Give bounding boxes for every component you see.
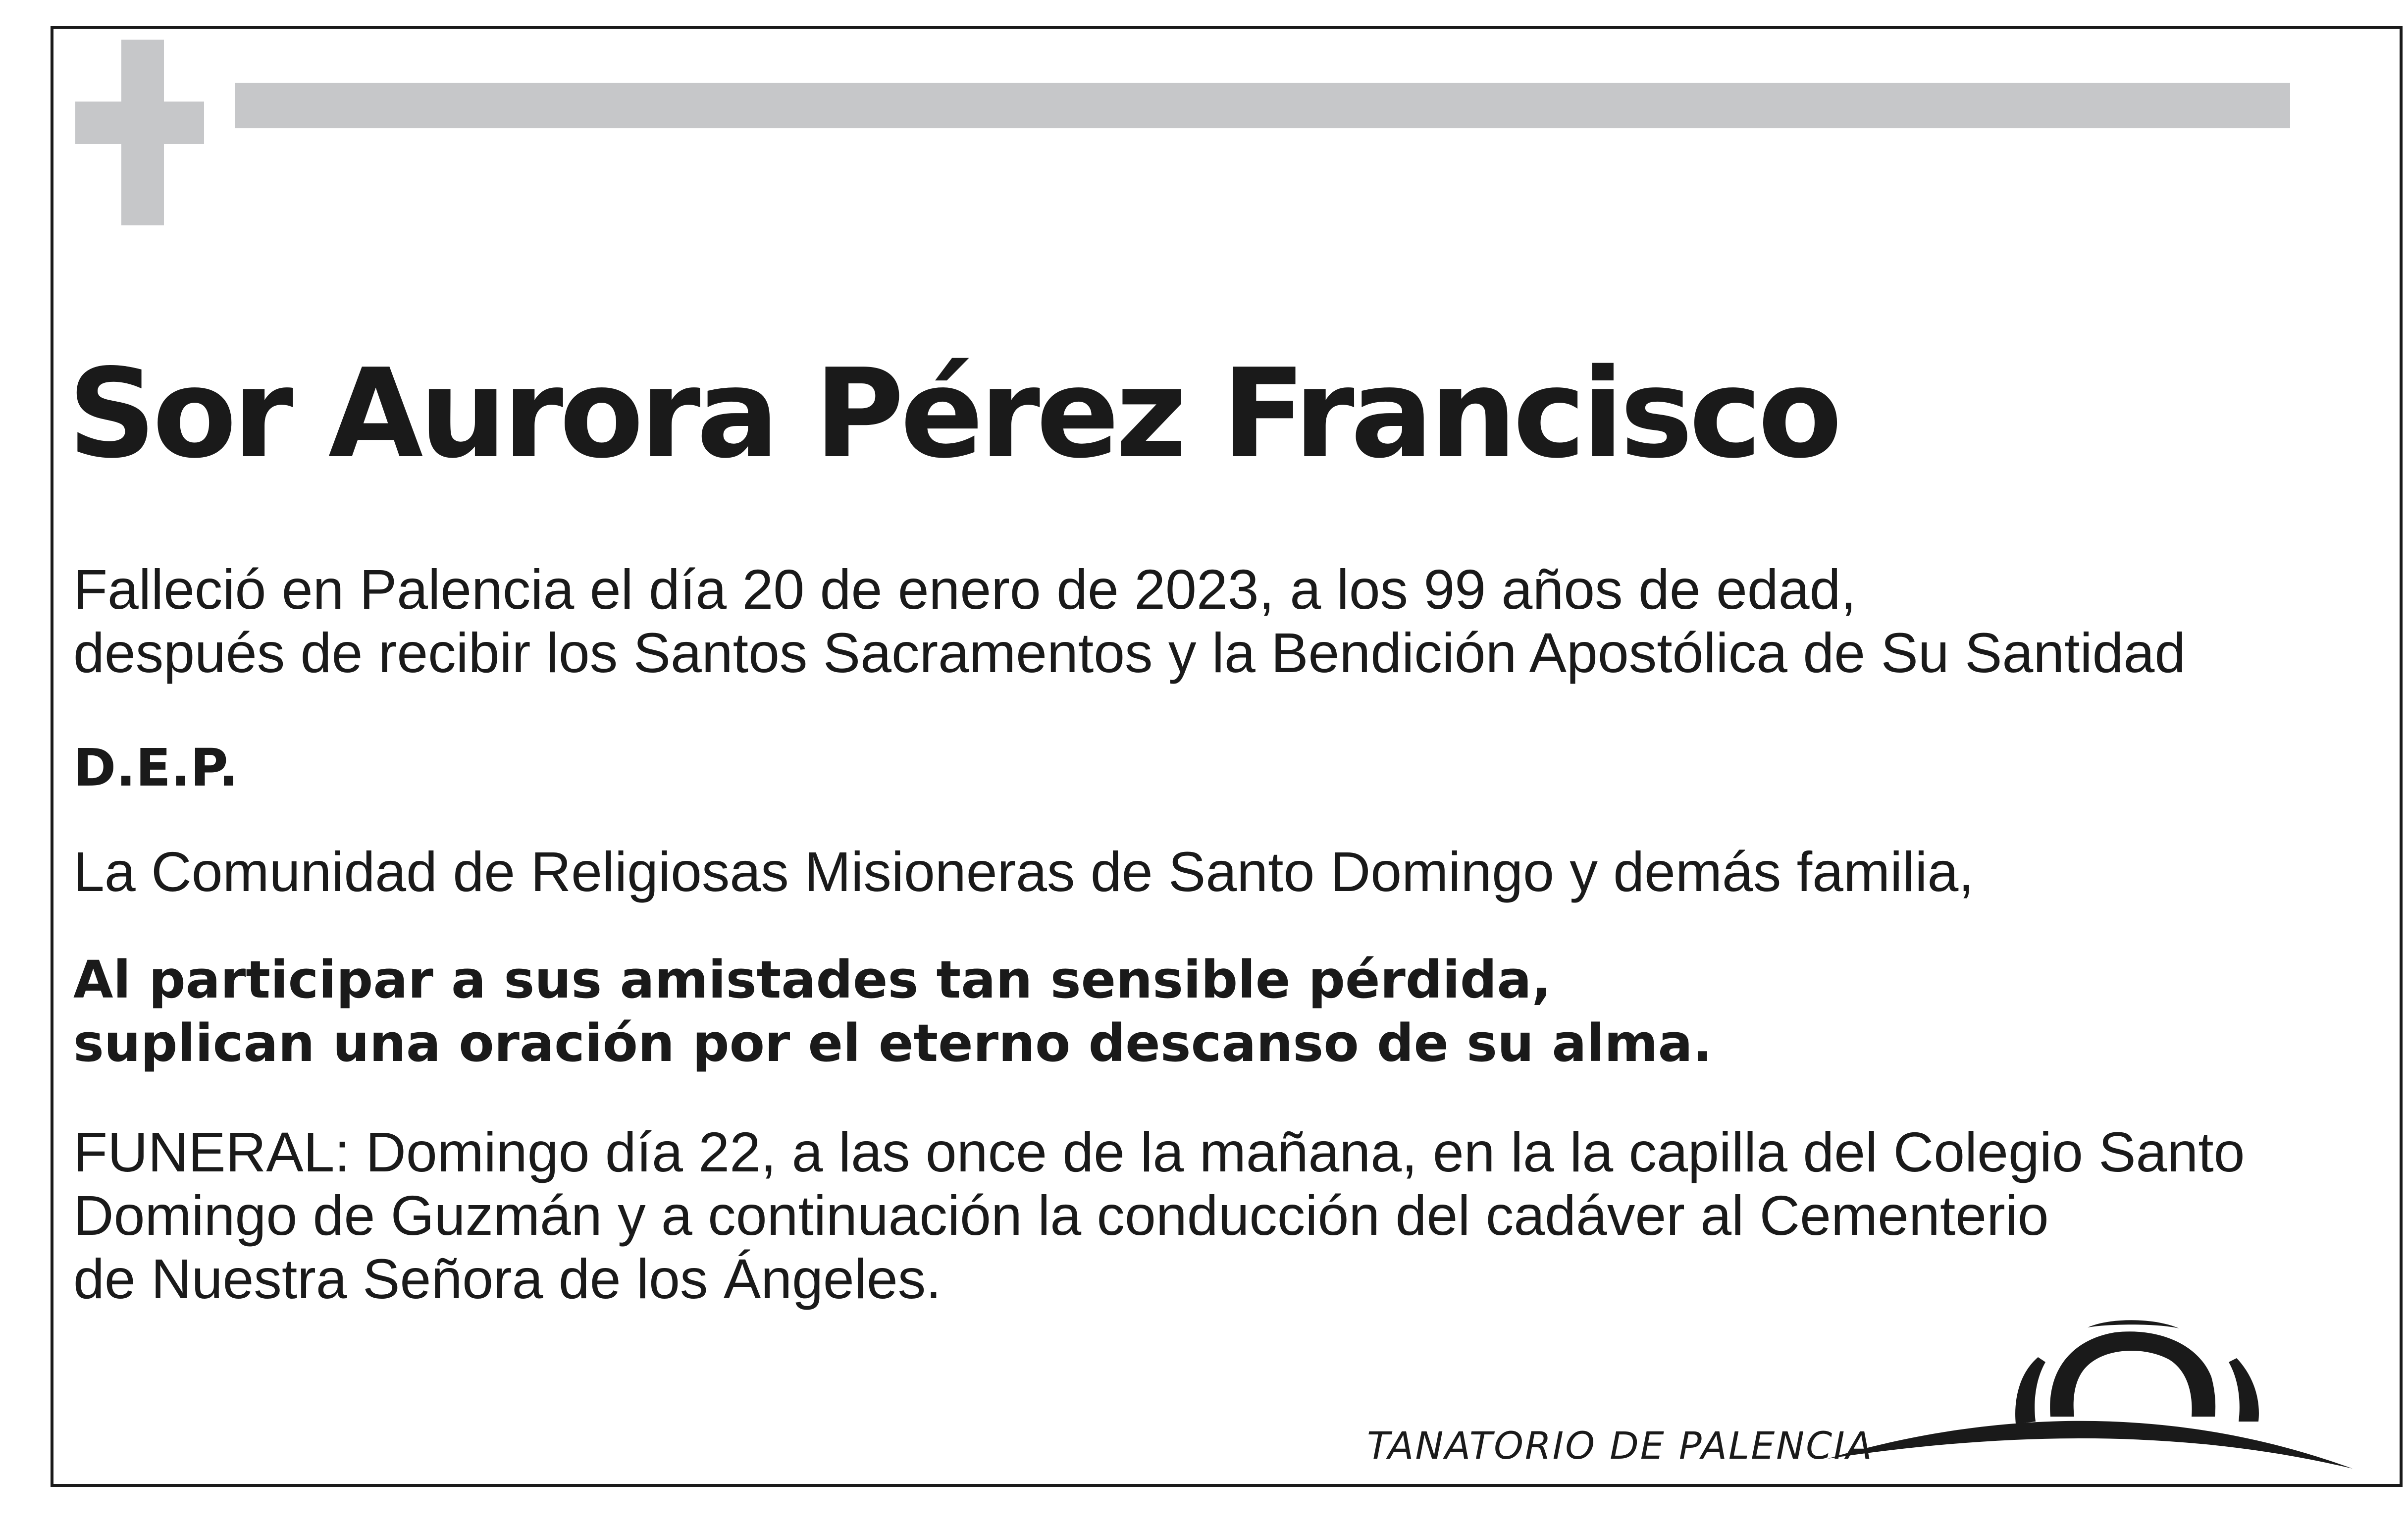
header-rule [235, 83, 2290, 128]
latin-cross-icon [75, 40, 204, 225]
request-text [73, 948, 1712, 1075]
funeral-line-3: de Nuestra Señora de los Ángeles. [73, 1248, 942, 1310]
announcement-line-1: Falleció en Palencia el día 20 de enero de 2023, a los 99 años de edad, [73, 558, 1856, 621]
funeral-line-1: FUNERAL: Domingo día 22, a las once de la mañana, en la la capilla del Colegio Santo [73, 1121, 2245, 1183]
funeral-text [73, 1120, 2245, 1311]
family-text: La Comunidad de Religiosas Misioneras de Santo Domingo y demás familia, [73, 841, 1974, 903]
announcement-text [73, 558, 2186, 685]
funeral-line-2: Domingo de Guzmán y a continuación la conducción del cadáver al Cementerio [73, 1184, 2049, 1247]
dep-text: D.E.P. [73, 738, 239, 798]
company-name: TANATORIO DE PALENCIA [1367, 1424, 1874, 1468]
announcement-line-2: después de recibir los Santos Sacramentos y la Bendición Apostólica de Su Santidad [73, 622, 2186, 684]
request-line-1: Al participar a sus amistades tan sensible pérdida, [73, 950, 1552, 1010]
deceased-name: Sor Aurora Pérez Francisco [68, 343, 1838, 485]
request-line-2: suplican una oración por el eterno descanso de su alma. [73, 1013, 1713, 1073]
